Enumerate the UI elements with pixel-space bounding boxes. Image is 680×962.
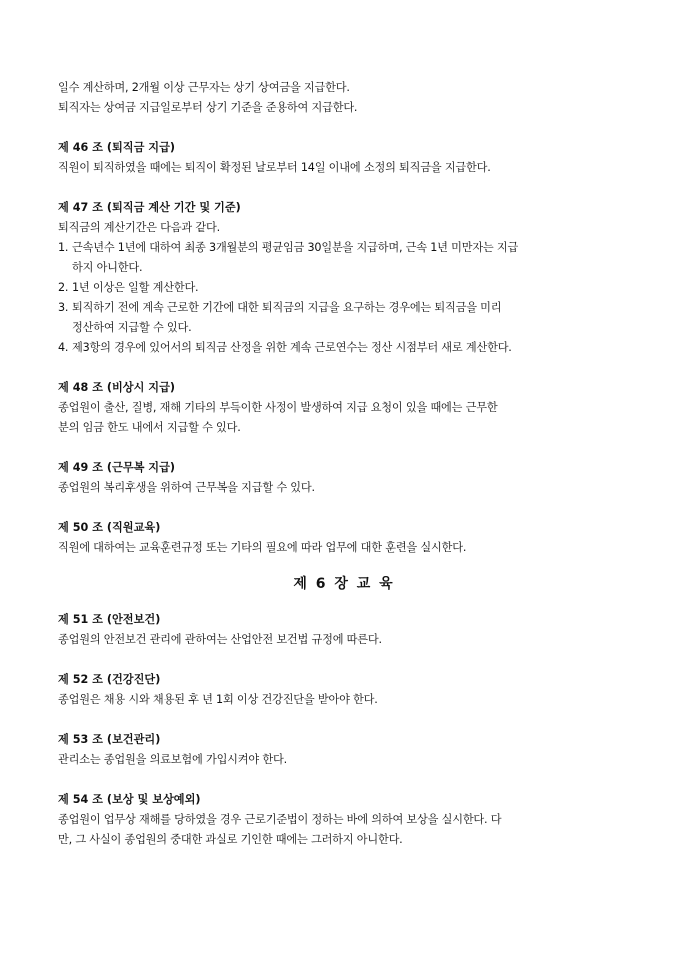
- text-line: 종업원이 업무상 재해를 당하였을 경우 근로기준법이 정하는 바에 의하여 보상을 실시한다. 다: [58, 813, 502, 826]
- article-49: [58, 458, 628, 498]
- article-title: 제 53 조 (보건관리): [58, 733, 161, 746]
- text-line: 퇴직금의 계산기간은 다음과 같다.: [58, 221, 220, 234]
- article-title: 제 47 조 (퇴직금 계산 기간 및 기준): [58, 201, 241, 214]
- article-title: 제 54 조 (보상 및 보상예외): [58, 793, 201, 806]
- text-line: 종업원의 복리후생을 위하여 근무복을 지급할 수 있다.: [58, 481, 315, 494]
- list-text: 1년 이상은 일할 계산한다.: [72, 281, 199, 294]
- text-line: 직원이 퇴직하였을 때에는 퇴직이 확정된 날로부터 14일 이내에 소정의 퇴직금을 지급한다.: [58, 161, 491, 174]
- text-line: 분의 임금 한도 내에서 지급할 수 있다.: [58, 421, 241, 434]
- article-48: [58, 378, 628, 438]
- article-title: 제 51 조 (안전보건): [58, 613, 161, 626]
- text-line: 퇴직자는 상여금 지급일로부터 상기 기준을 준용하여 지급한다.: [58, 101, 358, 114]
- text-line: 종업원의 안전보건 관리에 관하여는 산업안전 보건법 규정에 따른다.: [58, 633, 382, 646]
- text-line: 종업원이 출산, 질병, 재해 기타의 부득이한 사정이 발생하여 지급 요청이 있을 때에는 근무한: [58, 401, 498, 414]
- list-continuation: 하지 아니한다.: [72, 261, 143, 274]
- article-title: 제 46 조 (퇴직금 지급): [58, 141, 176, 154]
- list-number: 2.: [58, 281, 69, 294]
- list-item: [58, 278, 628, 298]
- text-line: 일수 계산하며, 2개월 이상 근무자는 상기 상여금을 지급한다.: [58, 81, 350, 94]
- text-line: 종업원은 채용 시와 채용된 후 년 1회 이상 건강진단을 받아야 한다.: [58, 693, 378, 706]
- document-page: [58, 78, 628, 850]
- list-continuation: 정산하여 지급할 수 있다.: [72, 321, 192, 334]
- article-54: [58, 790, 628, 850]
- article-53: [58, 730, 628, 770]
- chapter-heading: 제 6 장 교 육: [293, 576, 393, 592]
- list-number: 1.: [58, 241, 69, 254]
- text-line: 만, 그 사실이 종업원의 중대한 과실로 기인한 때에는 그러하지 아니한다.: [58, 833, 403, 846]
- list-item: [58, 338, 628, 358]
- list-number: 4.: [58, 341, 69, 354]
- list-text: 근속년수 1년에 대하여 최종 3개월분의 평균임금 30일분을 지급하며, 근속 1년 미만자는 지급: [72, 241, 519, 254]
- article-47: [58, 198, 628, 358]
- article-52: [58, 670, 628, 710]
- list-item: [58, 238, 628, 258]
- article-title: 제 52 조 (건강진단): [58, 673, 161, 686]
- text-line: 관리소는 종업원을 의료보험에 가입시켜야 한다.: [58, 753, 287, 766]
- article-46: [58, 138, 628, 178]
- list-text: 제3항의 경우에 있어서의 퇴직금 산정을 위한 계속 근로연수는 정산 시점부터 새로 계산한다.: [72, 341, 512, 354]
- intro-paragraph: [58, 78, 628, 118]
- list-text: 퇴직하기 전에 계속 근로한 기간에 대한 퇴직금의 지급을 요구하는 경우에는 퇴직금을 미리: [72, 301, 502, 314]
- list-number: 3.: [58, 301, 69, 314]
- text-line: 직원에 대하여는 교육훈련규정 또는 기타의 필요에 따라 업무에 대한 훈련을 실시한다.: [58, 541, 467, 554]
- article-51: [58, 610, 628, 650]
- article-title: 제 49 조 (근무복 지급): [58, 461, 176, 474]
- article-title: 제 50 조 (직원교육): [58, 521, 161, 534]
- list-item: [58, 298, 628, 318]
- article-title: 제 48 조 (비상시 지급): [58, 381, 176, 394]
- article-50: [58, 518, 628, 558]
